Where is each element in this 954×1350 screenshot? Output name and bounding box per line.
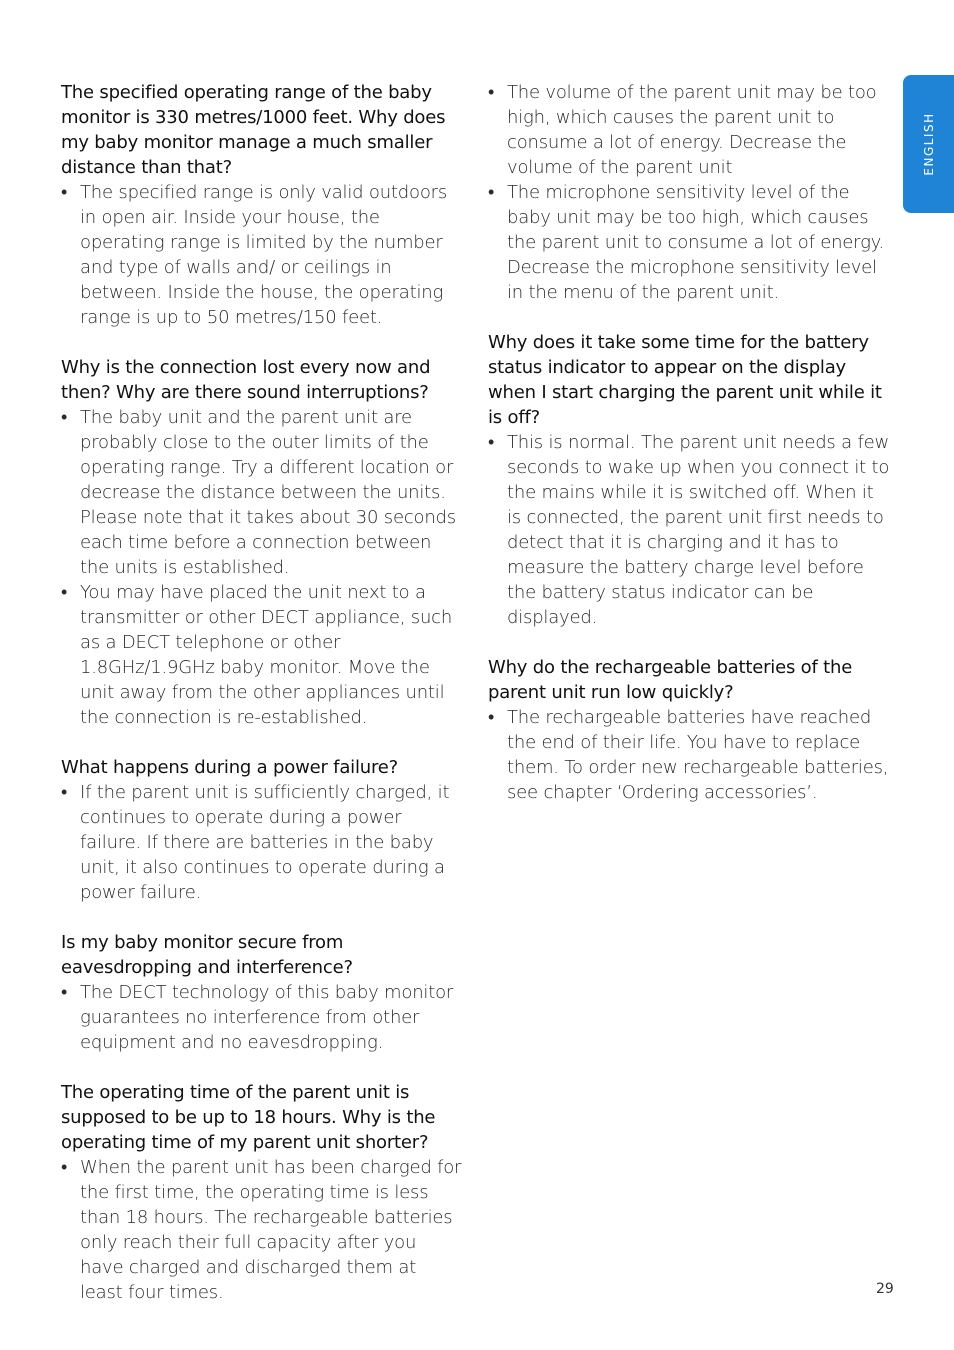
faq-item [61,355,463,730]
faq-item [61,1080,463,1305]
faq-answer-list [488,430,892,630]
faq-question: Why is the connection lost every now and then? Why are there sound interruptions? [61,357,431,403]
faq-question: The operating time of the parent unit is supposed to be up to 18 hours. Why is the operating time of my parent unit shorter? [61,1082,436,1153]
faq-question: What happens during a power failure? [61,757,398,778]
left-column [61,80,463,1330]
faq-answer-list [61,780,463,905]
faq-question: The specified operating range of the baby monitor is 330 metres/1000 feet. Why does my baby monitor manage a much smaller distance than that? [61,82,446,178]
faq-question: Why do the rechargeable batteries of the parent unit run low quickly? [488,657,853,703]
faq-answer-list [61,405,463,730]
faq-question: Is my baby monitor secure from eavesdropping and interference? [61,932,353,978]
faq-answer-list [488,80,892,305]
faq-answer: • The microphone sensitivity level of the baby unit may be too high, which causes the parent unit to consume a lot of energy. Decrease the microphone sensitivity level in the menu of the parent unit. [488,180,892,305]
faq-answer: • The specified range is only valid outdoors in open air. Inside your house, the operating range is limited by the number and type of walls and/ or ceilings in between. Inside the house, the operating range is up to 50 metres/150 feet. [61,180,463,330]
language-tab [903,75,954,213]
faq-answer: • The DECT technology of this baby monitor guarantees no interference from other equipment and no eavesdropping. [61,980,463,1055]
faq-answer: • The baby unit and the parent unit are probably close to the outer limits of the operating range. Try a different location or decrease the distance between the units. Please note that it takes about 30 seconds each time before a connection between the units is established. [61,405,463,580]
faq-answer-list [488,705,892,805]
faq-item [488,655,892,805]
faq-item [61,80,463,330]
faq-item-continued [488,80,892,305]
page-number: 29 [876,1281,894,1297]
faq-answer: • The volume of the parent unit may be too high, which causes the parent unit to consume a lot of energy. Decrease the volume of the parent unit [488,80,892,180]
faq-answer: • When the parent unit has been charged for the first time, the operating time is less than 18 hours. The rechargeable batteries only reach their full capacity after you have charged and discharged them at least four times. [61,1155,463,1305]
faq-answer: • This is normal. The parent unit needs a few seconds to wake up when you connect it to the mains while it is switched off. When it is connected, the parent unit first needs to detect that it is charging and it has to measure the battery charge level before the battery status indicator can be displayed. [488,430,892,630]
faq-answer: • If the parent unit is sufficiently charged, it continues to operate during a power failure. If there are batteries in the baby unit, it also continues to operate during a power failure. [61,780,463,905]
faq-answer-list [61,980,463,1055]
faq-item [488,330,892,630]
faq-answer-list [61,1155,463,1305]
faq-item [61,755,463,905]
right-column [488,80,892,830]
faq-answer: • You may have placed the unit next to a transmitter or other DECT appliance, such as a DECT telephone or other 1.8GHz/1.9GHz baby monitor. Move the unit away from the other appliances until the connection is re-established. [61,580,463,730]
faq-answer: • The rechargeable batteries have reached the end of their life. You have to replace them. To order new rechargeable batteries, see chapter ‘Ordering accessories’. [488,705,892,805]
faq-question: Why does it take some time for the battery status indicator to appear on the display when I start charging the parent unit while it is off? [488,332,882,428]
language-tab-label: ENGLISH [921,112,936,176]
faq-item [61,930,463,1055]
faq-answer-list [61,180,463,330]
